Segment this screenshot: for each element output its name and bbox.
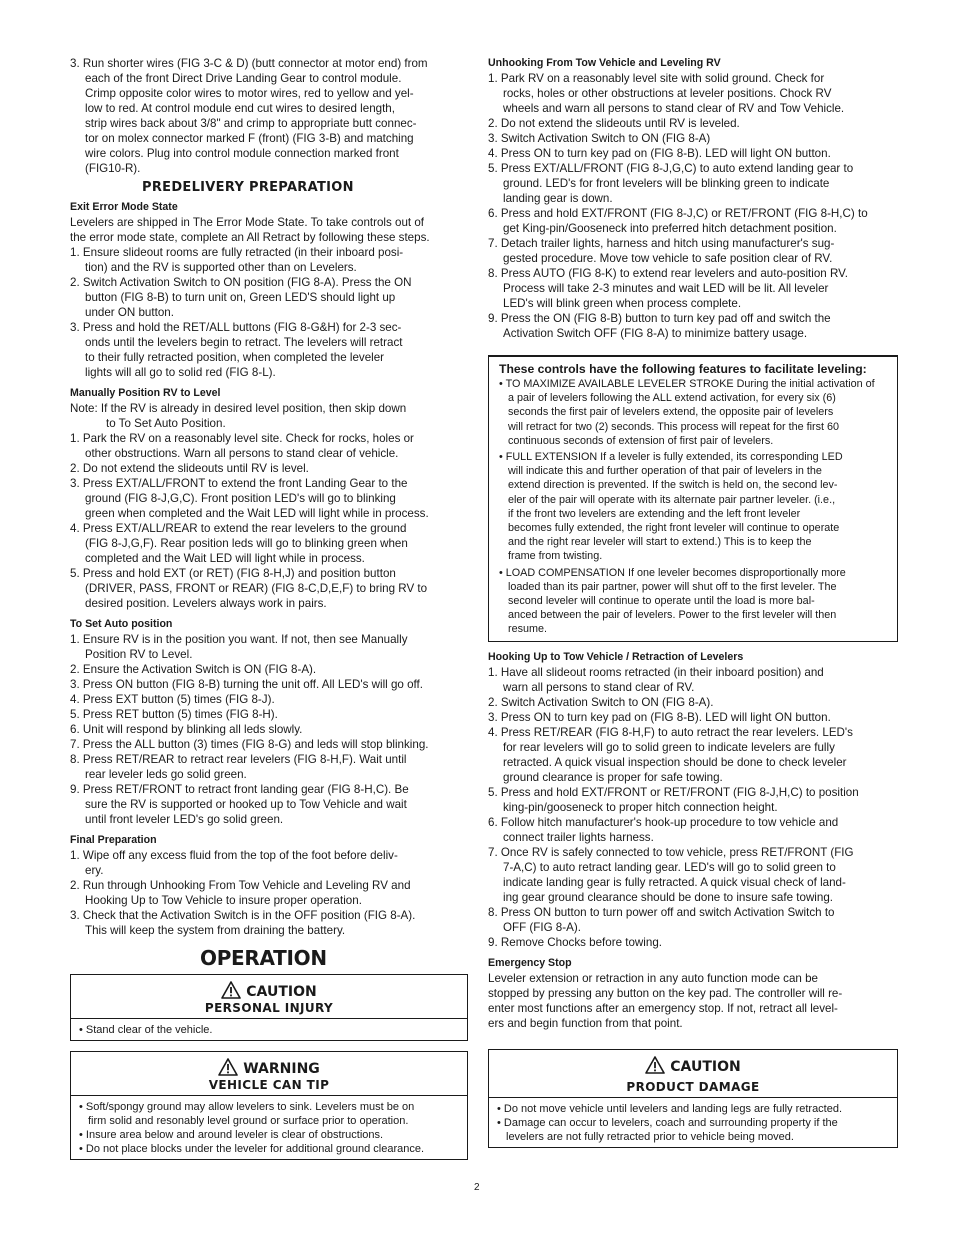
hook-heading: Hooking Up to Tow Vehicle / Retraction of Levelers (488, 650, 744, 663)
feature-line: loaded than its pair partner, power will shut off to the first leveler. The (508, 580, 837, 593)
text-line: each of the front Direct Drive Landing Gear to control module. (85, 72, 402, 85)
bullet-line: • Soft/spongy ground may allow levelers to sink. Levelers must be on (79, 1101, 415, 1113)
exit-error-block (70, 215, 468, 380)
warning-title: WARNING (243, 1061, 320, 1077)
auto-heading: To Set Auto position (70, 618, 173, 630)
text-line: 5. Press and hold EXT (or RET) (FIG 8-H,J) and position button (70, 567, 396, 580)
text-line: green when completed and the Wait LED will light while in process. (85, 507, 429, 520)
text-line: 5. Press and hold EXT/FRONT or RET/FRONT (FIG 8-J,H,C) to position (488, 785, 859, 799)
text-line: 2. Ensure the Activation Switch is ON (FIG 8-A). (70, 663, 317, 676)
text-line: 8. Press RET/REAR to retract rear levelers (FIG 8-H,F). Wait until (70, 753, 407, 766)
text-line: Process will take 2-3 minutes and wait LED will be lit. All leveler (503, 282, 829, 295)
warning-subtitle: VEHICLE CAN TIP (208, 1078, 330, 1092)
text-line: to To Set Auto Position. (106, 417, 226, 430)
text-line: 3. Switch Activation Switch to ON (FIG 8-A) (488, 132, 711, 145)
text-line: 8. Press ON button to turn power off and switch Activation Switch to (488, 905, 835, 919)
text-line: (FIG 8-J,G,F). Rear position leds will go to blinking green when (85, 537, 408, 550)
warning-vehicle-tip-box (70, 1051, 468, 1160)
text-line: warn all persons to stand clear of RV. (503, 680, 695, 694)
features-box (488, 355, 898, 642)
text-line: 4. Press EXT/ALL/REAR to extend the rear levelers to the ground (70, 522, 407, 535)
text-line: Hooking Up to Tow Vehicle to insure proper operation. (85, 894, 362, 907)
text-line: retracted. A quick visual inspection should be done to check leveler (503, 755, 847, 769)
feature-line: second leveler will continue to operate until the load is more bal- (508, 595, 815, 608)
text-line: indicate landing gear is fully retracted. A quick visual check of land- (503, 875, 846, 889)
left-column (70, 56, 468, 1160)
caution-personal-injury-box (70, 974, 468, 1041)
right-column (488, 56, 898, 1148)
text-line: 1. Ensure slideout rooms are fully retracted (in their inboard posi- (70, 246, 404, 259)
feature-line: will indicate this and further operation of that pair of levelers in the (508, 465, 822, 478)
feature-line: • TO MAXIMIZE AVAILABLE LEVELER STROKE During the initial activation of (499, 378, 875, 390)
text-line: under ON button. (85, 306, 174, 319)
final-block (70, 848, 468, 938)
text-line: Position RV to Level. (85, 648, 193, 661)
text-line: 9. Remove Chocks before towing. (488, 935, 662, 949)
feature-line: frame from twisting. (508, 550, 603, 563)
text-line: 7. Once RV is safely connected to tow vehicle, press RET/FRONT (FIG (488, 845, 854, 859)
text-line: strip wires back about 3/8" and crimp to appropriate butt connec- (85, 117, 417, 130)
manual-block (70, 401, 468, 611)
text-line: other obstructions. Warn all persons to stand clear of vehicle. (85, 447, 399, 460)
feature-line: seconds the first pair of levelers extend, the opposite pair of levelers (508, 406, 834, 419)
caution-header (71, 975, 467, 1019)
caution-body (71, 1019, 467, 1040)
text-line: 9. Press RET/FRONT to retract front landing gear (FIG 8-H,C). Be (70, 783, 409, 796)
text-line: 8. Press AUTO (FIG 8-K) to extend rear levelers and auto-position RV. (488, 267, 849, 280)
bullet-line: levelers are not fully retracted prior to vehicle being moved. (506, 1130, 794, 1143)
text-line: 7-A,C) to auto retract landing gear. LED's will go to solid green to (503, 860, 836, 874)
text-line: 6. Unit will respond by blinking all leds slowly. (70, 723, 303, 736)
text-line: 4. Press ON to turn key pad on (FIG 8-B). LED will light ON button. (488, 147, 831, 160)
text-line: wheels and warn all persons to stand clear of RV and Tow Vehicle. (503, 102, 845, 115)
warning-triangle-icon (221, 981, 241, 999)
text-line: low to red. At control module end cut wires to desired length, (85, 102, 395, 115)
text-line: connect trailer lights harness. (503, 830, 654, 844)
bullet-line: • Do not move vehicle until levelers and landing legs are fully retracted. (497, 1102, 843, 1115)
text-line: king-pin/gooseneck to proper hitch connection height. (503, 800, 778, 814)
text-line: 1. Park RV on a reasonably level site with solid ground. Check for (488, 72, 825, 85)
text-line: Leveler extension or retraction in any auto function mode can be (488, 971, 818, 985)
text-line: OFF (FIG 8-A). (503, 920, 581, 934)
bullet-line: • Stand clear of the vehicle. (79, 1024, 213, 1036)
text-line: ery. (85, 864, 104, 877)
final-heading: Final Preparation (70, 834, 157, 846)
text-line: rocks, holes or other obstructions at leveler positions. Chock RV (503, 87, 832, 100)
text-line: 2. Do not extend the slideouts until RV is level. (70, 462, 309, 475)
feature-line: eler of the pair will operate with its alternate pair partner leveler. (i.e., (508, 493, 836, 506)
warning-header (71, 1052, 467, 1096)
text-line: Levelers are shipped in The Error Mode State. To take controls out of (70, 216, 425, 229)
text-line: to their fully retracted position, when completed the leveler (85, 351, 385, 364)
text-line: 7. Detach trailer lights, harness and hitch using manufacturer's sug- (488, 237, 835, 250)
feature-line: continuous seconds of extension of first pair of levelers. (508, 434, 774, 447)
feature-line: extend direction is prevented. If the switch is held on, the second lev- (508, 479, 838, 492)
feature-line: resume. (508, 623, 548, 636)
text-line: 9. Press the ON (FIG 8-B) button to turn key pad off and switch the (488, 312, 831, 325)
text-line: ground clearance is proper for safe towing. (503, 770, 723, 784)
text-line: ground (FIG 8-J,G,C). Front position LED's will go to blinking (85, 492, 396, 505)
emergency-block (488, 971, 898, 1031)
text-line: 3. Press and hold the RET/ALL buttons (FIG 8-G&H) for 2-3 sec- (70, 321, 402, 334)
text-line: completed and the Wait LED will light while in process. (85, 552, 365, 565)
auto-block (70, 632, 468, 827)
manual-heading: Manually Position RV to Level (70, 387, 221, 399)
text-line: 2. Switch Activation Switch to ON (FIG 8-A). (488, 695, 714, 709)
text-line: 4. Press EXT button (5) times (FIG 8-J). (70, 693, 275, 706)
page-number: 2 (474, 1182, 480, 1193)
text-line: 1. Have all slideout rooms retracted (in their inboard position) and (488, 665, 824, 679)
predelivery-heading: PREDELIVERY PREPARATION (142, 180, 354, 195)
text-line: landing gear is down. (503, 192, 613, 205)
text-line: This will keep the system from draining the battery. (85, 924, 346, 937)
caution-header (489, 1050, 897, 1098)
exit-error-heading: Exit Error Mode State (70, 201, 178, 213)
text-line: enter most functions after an emergency stop. If not, retract all level- (488, 1001, 838, 1015)
text-line: Note: If the RV is already in desired level position, then skip down (70, 402, 407, 415)
emergency-heading: Emergency Stop (488, 956, 572, 969)
bullet-line: • Damage can occur to levelers, coach and surrounding property if the (497, 1116, 838, 1129)
caution-product-damage-box (488, 1049, 898, 1148)
text-line: ing gear ground clearance should be done to insure safe towing. (503, 890, 834, 904)
feature-line: • FULL EXTENSION If a leveler is fully extended, its corresponding LED (499, 451, 843, 464)
text-line: 6. Follow hitch manufacturer's hook-up procedure to tow vehicle and (488, 815, 839, 829)
text-line: 3. Press EXT/ALL/FRONT to extend the front Landing Gear to the (70, 477, 408, 490)
text-line: tion) and the RV is supported other than on Levelers. (85, 261, 357, 274)
unhook-block (488, 71, 898, 341)
text-line: 1. Park the RV on a reasonably level site. Check for rocks, holes or (70, 432, 414, 445)
text-line: until front leveler LED's go solid green. (85, 813, 284, 826)
text-line: 1. Wipe off any excess fluid from the top of the foot before deliv- (70, 849, 398, 862)
warning-triangle-icon (218, 1058, 238, 1076)
feature-line: becomes fully extended, the right front leveler will continue to operate (508, 522, 840, 535)
bullet-line: • Do not place blocks under the leveler for additional ground clearance. (79, 1143, 425, 1155)
warning-body (71, 1096, 467, 1159)
text-line: LED's will blink green when process complete. (503, 297, 742, 310)
bullet-line: • Insure area below and around leveler is clear of obstructions. (79, 1129, 384, 1141)
text-line: button (FIG 8-B) to turn unit on, Green LED'S should light up (85, 291, 396, 304)
feature-line: anced between the pair of levelers. Power to the first leveler will then (508, 609, 837, 622)
operation-heading: OPERATION (200, 946, 327, 970)
text-line: ers and begin function from that point. (488, 1016, 683, 1030)
feature-line: if the front two levelers are extending and the left front leveler (508, 507, 801, 520)
caution-subtitle: PRODUCT DAMAGE (626, 1079, 760, 1094)
text-line: 2. Do not extend the slideouts until RV is leveled. (488, 117, 740, 130)
feature-line: a pair of levelers following the ALL extend activation, for every six (6) (508, 392, 836, 405)
text-line: rear leveler leds go solid green. (85, 768, 247, 781)
caution-title: CAUTION (670, 1058, 741, 1075)
text-line: 3. Press ON to turn key pad on (FIG 8-B). LED will light ON button. (488, 710, 831, 724)
text-line: 2. Run through Unhooking From Tow Vehicle and Leveling RV and (70, 879, 411, 892)
text-line: get King-pin/Gooseneck into preferred hitch detachment position. (503, 222, 837, 235)
text-line: 7. Press the ALL button (3) times (FIG 8-G) and leds will stop blinking. (70, 738, 429, 751)
text-line: for rear levelers will go to solid green to indicate levelers are fully (503, 740, 835, 754)
text-line: the error mode state, complete an All Retract by following these steps. (70, 231, 430, 244)
unhook-heading: Unhooking From Tow Vehicle and Leveling RV (488, 57, 721, 69)
text-line: 3. Press ON button (FIG 8-B) turning the unit off. All LED's will go off. (70, 678, 423, 691)
text-line: ground. LED's for front levelers will be blinking green to indicate (503, 177, 830, 190)
features-heading: These controls have the following features to facilitate leveling: (499, 362, 867, 376)
text-line: 3. Check that the Activation Switch is in the OFF position (FIG 8-A). (70, 909, 416, 922)
text-line: wire colors. Plug into control module connection marked front (85, 147, 399, 160)
text-line: sure the RV is supported or hooked up to Tow Vehicle and wait (85, 798, 407, 811)
text-line: tor on molex connector marked F (front) (FIG 3-B) and matching (85, 132, 414, 145)
text-line: gested procedure. Move tow vehicle to safe position clear of RV. (503, 252, 833, 265)
text-line: stopped by pressing any button on the key pad. The controller will re- (488, 986, 843, 1000)
feature-line: • LOAD COMPENSATION If one leveler becomes disproportionally more (499, 566, 846, 579)
text-line: onds until the levelers begin to retract. The levelers will retract (85, 336, 403, 349)
text-line: 4. Press RET/REAR (FIG 8-H,F) to auto retract the rear levelers. LED's (488, 725, 853, 739)
text-line: desired position. Levelers always work in pairs. (85, 597, 327, 610)
text-line: 5. Press RET button (5) times (FIG 8-H). (70, 708, 278, 721)
bullet-line: firm solid and resonably level ground or surface prior to operation. (88, 1115, 409, 1127)
text-line: (DRIVER, PASS, FRONT or REAR) (FIG 8-C,D,E,F) to bring RV to (85, 582, 428, 595)
item3-block (70, 56, 468, 176)
text-line: 5. Press EXT/ALL/FRONT (FIG 8-J,G,C) to auto extend landing gear to (488, 162, 854, 175)
text-line: lights will all go to solid red (FIG 8-L). (85, 366, 276, 379)
feature-line: will retract for two (2) seconds. This process will repeat for the first 60 (508, 420, 840, 433)
text-line: 1. Ensure RV is in the position you want. If not, then see Manually (70, 633, 408, 646)
warning-triangle-icon (645, 1056, 665, 1074)
caution-title: CAUTION (246, 984, 317, 1000)
caution-body (489, 1098, 897, 1147)
text-line: Crimp opposite color wires to motor wires, red to yellow and yel- (85, 87, 414, 100)
caution-subtitle: PERSONAL INJURY (204, 1001, 334, 1015)
text-line: 2. Switch Activation Switch to ON position (FIG 8-A). Press the ON (70, 276, 412, 289)
hook-block (488, 665, 898, 950)
text-line: (FIG10-R). (85, 162, 141, 175)
text-line: 3. Run shorter wires (FIG 3-C & D) (butt connector at motor end) from (70, 57, 428, 70)
feature-line: and the right rear leveler will start to extend.) This is to keep the (508, 536, 812, 549)
text-line: Activation Switch OFF (FIG 8-A) to minimize battery usage. (503, 327, 808, 340)
text-line: 6. Press and hold EXT/FRONT (FIG 8-J,C) or RET/FRONT (FIG 8-H,C) to (488, 207, 868, 220)
